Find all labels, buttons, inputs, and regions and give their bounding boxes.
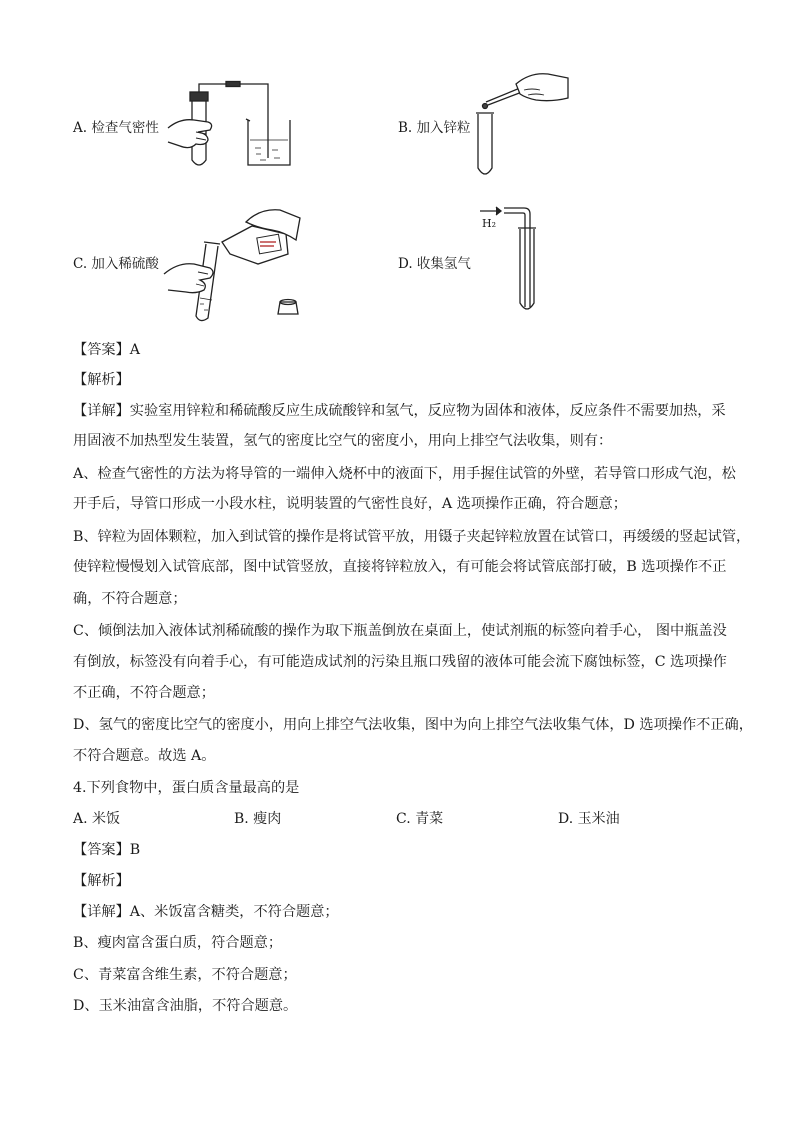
- q3-detail-line: 有倒放，标签没有向着手心，有可能造成试剂的污染且瓶口残留的液体可能会流下腐蚀标签，C 选项操作: [73, 654, 727, 670]
- q4-choice-c: C. 青菜: [396, 811, 444, 827]
- q3-detail-line: C、倾倒法加入液体试剂稀硫酸的操作为取下瓶盖倒放在桌面上，使试剂瓶的标签向着手心， 图中瓶盖没: [73, 623, 727, 639]
- q4-choice-b: B. 瘦肉: [234, 811, 282, 827]
- q3-answer: 【答案】A: [73, 342, 140, 358]
- q4-detail-line: B、瘦肉富含蛋白质，符合题意；: [73, 935, 283, 951]
- q3-detail-line: D、氢气的密度比空气的密度小，用向上排空气法收集，图中为向上排空气法收集气体，D 选项操作不正确，: [73, 717, 753, 733]
- q4-detail-line: D、玉米油富含油脂，不符合题意。: [73, 998, 298, 1014]
- option-d-label: D. 收集氢气: [398, 256, 471, 272]
- q3-detail-line: 开手后，导管口形成一小段水柱，说明装置的气密性良好，A 选项操作正确，符合题意；: [73, 496, 627, 512]
- q3-detail-line: 【详解】实验室用锌粒和稀硫酸反应生成硫酸锌和氢气，反应物为固体和液体，反应条件不需要加热，采: [73, 403, 726, 419]
- q3-detail-line: 不符合题意。故选 A。: [73, 748, 216, 764]
- q4-choice-a: A. 米饭: [73, 811, 121, 827]
- q3-detail-line: 使锌粒慢慢划入试管底部，图中试管竖放，直接将锌粒放入，有可能会将试管底部打破，B 选项操作不正: [73, 559, 727, 575]
- q4-question: 4.下列食物中，蛋白质含量最高的是: [73, 780, 300, 796]
- figure-b-add-zinc: [472, 68, 572, 183]
- q4-analysis-heading: 【解析】: [73, 873, 130, 889]
- q4-detail-line: C、青菜富含维生素，不符合题意；: [73, 967, 297, 983]
- option-a-label: A. 检查气密性: [73, 120, 159, 136]
- h2-label: H₂: [482, 217, 497, 230]
- figure-d-collect-h2: [474, 203, 554, 315]
- q3-detail-line: 确，不符合题意；: [73, 591, 187, 607]
- q3-detail-line: A、检查气密性的方法为将导管的一端伸入烧杯中的液面下，用手握住试管的外壁，若导管口形成气泡，松: [73, 466, 736, 482]
- option-c-label: C. 加入稀硫酸: [73, 256, 159, 272]
- q3-detail-line: B、锌粒为固体颗粒，加入到试管的操作是将试管平放，用镊子夹起锌粒放置在试管口，再缓缓的竖起试管，: [73, 529, 751, 545]
- figure-a-airtightness: [160, 80, 300, 170]
- q4-detail-line: 【详解】A、米饭富含糖类，不符合题意；: [73, 904, 339, 920]
- option-b-label: B. 加入锌粒: [398, 120, 471, 136]
- q4-choice-d: D. 玉米油: [558, 811, 620, 827]
- q3-detail-line: 不正确，不符合题意；: [73, 685, 215, 701]
- figure-c-pour-acid: [160, 206, 310, 326]
- q3-analysis-heading: 【解析】: [73, 372, 130, 388]
- q4-answer: 【答案】B: [73, 842, 141, 858]
- q3-detail-line: 用固液不加热型发生装置，氢气的密度比空气的密度小，用向上排空气法收集，则有：: [73, 433, 613, 449]
